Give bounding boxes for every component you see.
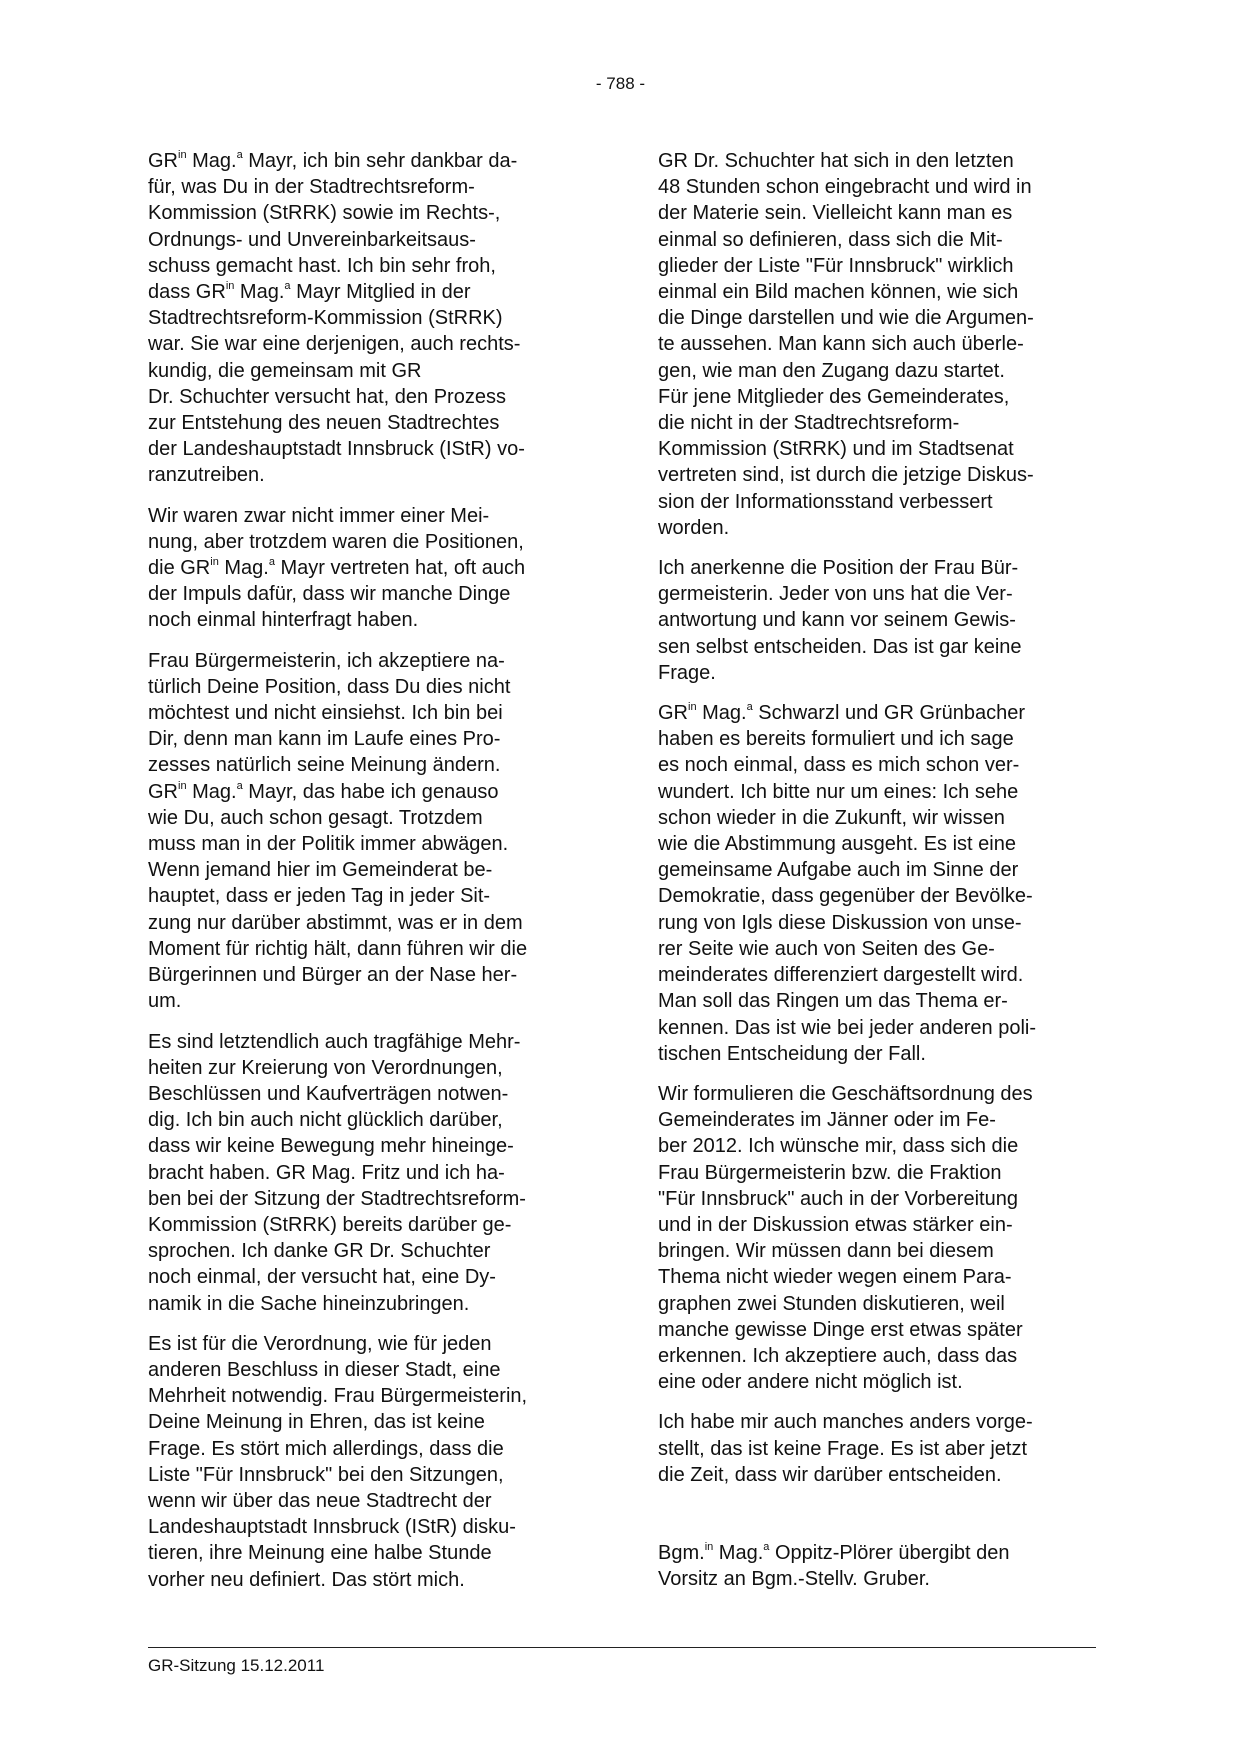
text-run: bracht haben. GR Mag. Fritz und ich ha- [148,1161,505,1184]
text-run: Ich habe mir auch manches anders vorge- [658,1411,1033,1434]
text-run: wie Du, auch schon gesagt. Trotzdem [148,806,483,829]
text-run: Kommission (StRRK) bereits darüber ge- [148,1213,512,1236]
text-run: es noch einmal, dass es mich schon ver- [658,754,1020,777]
text-line [658,1566,1108,1592]
text-run: möchtest und nicht einsiehst. Ich bin bei [148,702,503,725]
paragraph [148,648,598,1015]
text-line [658,1015,1108,1041]
text-run: wundert. Ich bitte nur um eines: Ich sehe [658,780,1019,803]
paragraph [148,148,598,489]
text-run: Schwarzl und GR Grünbacher [752,702,1026,725]
text-line [148,1238,598,1264]
text-run: Man soll das Ringen um das Thema er- [658,990,1008,1013]
text-line [148,936,598,962]
superscript: in [225,280,235,293]
superscript: a [284,280,291,293]
text-run: Mag. [713,1541,764,1564]
superscript: a [746,701,753,714]
footer-session-date: GR-Sitzung 15.12.2011 [148,1656,325,1675]
text-line [148,555,598,581]
text-line [148,1488,598,1514]
text-run: sion der Informationsstand verbessert [658,490,993,513]
text-line [148,700,598,726]
superscript: a [236,149,243,162]
text-line [148,779,598,805]
text-line [148,436,598,462]
text-run: Mag. [186,780,237,803]
text-line [658,700,1108,726]
text-line [148,831,598,857]
text-run: Stadtrechtsreform-Kommission (StRRK) [148,307,503,330]
text-run: Thema nicht wieder wegen einem Para- [658,1266,1012,1289]
text-run: Ich anerkenne die Position der Frau Bür- [658,557,1019,580]
text-line [148,1514,598,1540]
paragraph [658,1081,1108,1395]
text-run: "Für Innsbruck" auch in der Vorbereitung [658,1187,1018,1210]
text-line [658,358,1108,384]
superscript: a [268,556,275,569]
text-run: Deine Meinung in Ehren, das ist keine [148,1411,485,1434]
text-line [658,515,1108,541]
text-run: GR [148,150,178,172]
text-run: meinderates differenziert dargestellt wird. [658,964,1024,987]
text-run: türlich Deine Position, dass Du dies nicht [148,675,511,698]
text-run: Mag. [234,281,285,304]
text-line [658,489,1108,515]
text-line [658,148,1108,174]
text-run: Mayr Mitglied in der [290,281,471,304]
text-line [148,1567,598,1593]
text-line [148,726,598,752]
text-run: ranzutreiben. [148,464,265,487]
text-run: Liste "Für Innsbruck" bei den Sitzungen, [148,1463,504,1486]
text-line [148,1291,598,1317]
text-line [658,1212,1108,1238]
text-run: war. Sie war eine derjenigen, auch rechts- [148,333,521,356]
text-line [148,1357,598,1383]
text-line [658,660,1108,686]
right-column [658,148,1108,1606]
text-run: GR Dr. Schuchter hat sich in den letzten [658,150,1014,172]
text-run: ber 2012. Ich wünsche mir, dass sich die [658,1135,1019,1158]
text-line [658,253,1108,279]
text-line [658,883,1108,909]
text-run: haben es bereits formuliert und ich sage [658,728,1014,751]
text-run: zur Entstehung des neuen Stadtrechtes [148,412,500,435]
text-line [658,962,1108,988]
paragraph-spacer [658,1502,1108,1540]
text-run: te aussehen. Man kann sich auch überle- [658,333,1024,356]
text-run: vertreten sind, ist durch die jetzige Diskus- [658,464,1034,487]
text-line [148,857,598,883]
text-run: und in der Diskussion etwas stärker ein- [658,1213,1013,1236]
footer-divider [148,1647,1096,1648]
text-run: heiten zur Kreierung von Verordnungen, [148,1056,503,1079]
text-run: der Landeshauptstadt Innsbruck (IStR) vo- [148,438,525,461]
text-run: Frau Bürgermeisterin bzw. die Fraktion [658,1161,1002,1184]
paragraph [148,1331,598,1593]
text-run: Dr. Schuchter versucht hat, den Prozess [148,385,506,408]
text-run: noch einmal, der versucht hat, eine Dy- [148,1266,496,1289]
text-line [148,529,598,555]
text-run: eine oder andere nicht möglich ist. [658,1371,963,1394]
text-line [658,779,1108,805]
text-run: kennen. Das ist wie bei jeder anderen poli- [658,1016,1036,1039]
text-line [658,1081,1108,1107]
superscript: in [210,556,219,569]
paragraph [658,1540,1108,1592]
text-line [148,988,598,1014]
text-line [148,279,598,305]
text-line [148,1540,598,1566]
text-run: Wenn jemand hier im Gemeinderat be- [148,859,493,882]
superscript: a [763,1541,770,1554]
text-line [148,1436,598,1462]
text-line [148,883,598,909]
text-run: um. [148,990,182,1013]
text-line [658,1107,1108,1133]
text-line [658,1041,1108,1067]
text-run: Gemeinderates im Jänner oder im Fe- [658,1109,996,1132]
text-line [148,503,598,529]
text-run: gemeinsame Aufgabe auch im Sinne der [658,859,1019,882]
text-line [658,634,1108,660]
text-line [148,910,598,936]
superscript: in [178,780,187,793]
text-run: graphen zwei Stunden diskutieren, weil [658,1292,1005,1315]
text-line [658,1436,1108,1462]
text-line [658,752,1108,778]
text-line [658,1540,1108,1566]
text-run: Wir waren zwar nicht immer einer Mei- [148,504,490,527]
text-line [148,805,598,831]
text-run: rung von Igls diese Diskussion von unse- [658,911,1022,934]
text-line [148,674,598,700]
text-line [148,1133,598,1159]
text-line [658,1369,1108,1395]
text-line [148,648,598,674]
text-run: GR [148,780,178,803]
text-line [658,200,1108,226]
text-run: glieder der Liste "Für Innsbruck" wirklich [658,254,1014,277]
text-run: muss man in der Politik immer abwägen. [148,833,509,856]
text-line [148,1055,598,1081]
text-line [658,857,1108,883]
text-run: tischen Entscheidung der Fall. [658,1042,926,1065]
superscript: in [178,149,187,162]
text-run: Vorsitz an Bgm.-Stellv. Gruber. [658,1568,930,1591]
text-run: manche gewisse Dinge erst etwas später [658,1318,1023,1341]
text-run: tieren, ihre Meinung eine halbe Stunde [148,1542,492,1565]
text-run: sprochen. Ich danke GR Dr. Schuchter [148,1240,491,1263]
text-run: dass wir keine Bewegung mehr hineinge- [148,1135,514,1158]
text-run: namik in die Sache hineinzubringen. [148,1292,470,1315]
text-run: 48 Stunden schon eingebracht und wird in [658,176,1032,199]
text-line [148,1186,598,1212]
text-run: Bgm. [658,1541,705,1564]
text-run: vorher neu definiert. Das stört mich. [148,1568,465,1591]
paragraph [658,555,1108,686]
text-run: Dir, denn man kann im Laufe eines Pro- [148,728,501,751]
text-line [148,1160,598,1186]
text-line [148,384,598,410]
text-run: Es sind letztendlich auch tragfähige Mehr- [148,1030,521,1053]
text-run: rer Seite wie auch von Seiten des Ge- [658,937,995,960]
text-line [148,1081,598,1107]
text-line [148,1029,598,1055]
text-line [658,227,1108,253]
text-line [658,936,1108,962]
text-run: Frage. [658,661,716,684]
text-run: gen, wie man den Zugang dazu startet. [658,359,1005,382]
text-run: worden. [658,516,730,539]
text-line [148,1107,598,1133]
text-run: Moment für richtig hält, dann führen wir die [148,937,528,960]
text-line [658,1462,1108,1488]
text-line [658,1317,1108,1343]
text-line [148,174,598,200]
text-run: Mayr vertreten hat, oft auch [274,557,526,580]
text-run: noch einmal hinterfragt haben. [148,609,419,632]
text-run: Demokratie, dass gegenüber der Bevölke- [658,885,1033,908]
text-line [148,1212,598,1238]
text-line [658,1291,1108,1317]
text-line [148,200,598,226]
text-run: nung, aber trotzdem waren die Positionen, [148,530,524,553]
text-run: schon wieder in die Zukunft, wir wissen [658,806,1005,829]
text-run: die Dinge darstellen und wie die Argumen- [658,307,1034,330]
paragraph [148,503,598,634]
text-line [658,305,1108,331]
text-run: Kommission (StRRK) sowie im Rechts-, [148,202,501,225]
text-run: Landeshauptstadt Innsbruck (IStR) disku- [148,1516,516,1539]
text-run: anderen Beschluss in dieser Stadt, eine [148,1358,501,1381]
text-line [148,1462,598,1488]
text-run: kundig, die gemeinsam mit GR [148,359,422,382]
text-run: schuss gemacht hast. Ich bin sehr froh, [148,254,496,277]
text-line [148,305,598,331]
text-line [148,752,598,778]
text-run: wie die Abstimmung ausgeht. Es ist eine [658,833,1016,856]
text-run: zung nur darüber abstimmt, was er in dem [148,911,523,934]
text-run: der Materie sein. Vielleicht kann man es [658,202,1013,225]
text-run: Frage. Es stört mich allerdings, dass die [148,1437,504,1460]
paragraph [658,700,1108,1067]
text-line [658,1186,1108,1212]
text-line [658,436,1108,462]
text-run: Mag. [186,150,237,172]
text-run: Mayr, das habe ich genauso [242,780,499,803]
text-run: Bürgerinnen und Bürger an der Nase her- [148,964,518,987]
text-line [658,1409,1108,1435]
text-run: einmal so definieren, dass sich die Mit- [658,228,1003,251]
text-run: Wir formulieren die Geschäftsordnung des [658,1082,1033,1105]
text-run: germeisterin. Jeder von uns hat die Ver- [658,583,1013,606]
text-line [148,462,598,488]
text-line [658,1133,1108,1159]
superscript: in [704,1541,714,1554]
text-line [658,384,1108,410]
text-run: ben bei der Sitzung der Stadtrechtsreform- [148,1187,526,1210]
text-run: bringen. Wir müssen dann bei diesem [658,1240,994,1263]
text-run: hauptet, dass er jeden Tag in jeder Sit- [148,885,491,908]
text-line [658,331,1108,357]
text-run: stellt, das ist keine Frage. Es ist aber jetzt [658,1437,1028,1460]
text-line [658,831,1108,857]
superscript: a [236,780,243,793]
left-column [148,148,598,1607]
text-run: Frau Bürgermeisterin, ich akzeptiere na- [148,649,505,672]
text-line [658,555,1108,581]
text-run: Für jene Mitglieder des Gemeinderates, [658,385,1010,408]
text-run: Kommission (StRRK) und im Stadtsenat [658,438,1014,461]
text-line [148,1409,598,1435]
text-run: zesses natürlich seine Meinung ändern. [148,754,501,777]
text-line [148,148,598,174]
text-line [148,331,598,357]
text-line [658,410,1108,436]
text-line [148,607,598,633]
text-line [658,279,1108,305]
text-line [148,962,598,988]
text-line [658,174,1108,200]
text-line [148,1264,598,1290]
text-run: Es ist für die Verordnung, wie für jeden [148,1332,492,1355]
text-line [148,358,598,384]
text-line [658,726,1108,752]
text-run: GR [658,702,688,725]
text-line [658,988,1108,1014]
text-line [148,581,598,607]
text-run: sen selbst entscheiden. Das ist gar keine [658,635,1022,658]
text-run: Mehrheit notwendig. Frau Bürgermeisterin, [148,1385,528,1408]
text-line [658,1264,1108,1290]
text-line [148,227,598,253]
text-run: antwortung und kann vor seinem Gewis- [658,609,1016,632]
text-line [148,1331,598,1357]
text-run: Oppitz-Plörer übergibt den [769,1541,1010,1564]
text-line [658,581,1108,607]
text-run: Beschlüssen und Kaufverträgen notwen- [148,1082,509,1105]
text-run: die Zeit, dass wir darüber entscheiden. [658,1463,1002,1486]
text-run: dass GR [148,281,226,304]
paragraph [658,148,1108,541]
paragraph [148,1029,598,1317]
text-line [658,1160,1108,1186]
text-run: dig. Ich bin auch nicht glücklich darüber, [148,1109,503,1132]
superscript: in [688,701,697,714]
paragraph [658,1409,1108,1488]
text-run: Ordnungs- und Unvereinbarkeitsaus- [148,228,476,251]
text-run: Mag. [696,702,747,725]
text-line [658,607,1108,633]
text-run: die GR [148,557,211,580]
text-run: erkennen. Ich akzeptiere auch, dass das [658,1344,1018,1367]
text-run: Mayr, ich bin sehr dankbar da- [242,150,518,172]
text-line [148,410,598,436]
text-line [658,1343,1108,1369]
text-line [148,253,598,279]
text-line [658,462,1108,488]
text-run: der Impuls dafür, dass wir manche Dinge [148,583,511,606]
text-run: für, was Du in der Stadtrechtsreform- [148,176,475,199]
text-line [148,1383,598,1409]
text-run: Mag. [218,557,269,580]
text-run: die nicht in der Stadtrechtsreform- [658,412,960,435]
text-line [658,805,1108,831]
text-run: einmal ein Bild machen können, wie sich [658,281,1019,304]
text-run: wenn wir über das neue Stadtrecht der [148,1489,492,1512]
text-line [658,1238,1108,1264]
text-line [658,910,1108,936]
page-number: - 788 - [595,74,646,93]
